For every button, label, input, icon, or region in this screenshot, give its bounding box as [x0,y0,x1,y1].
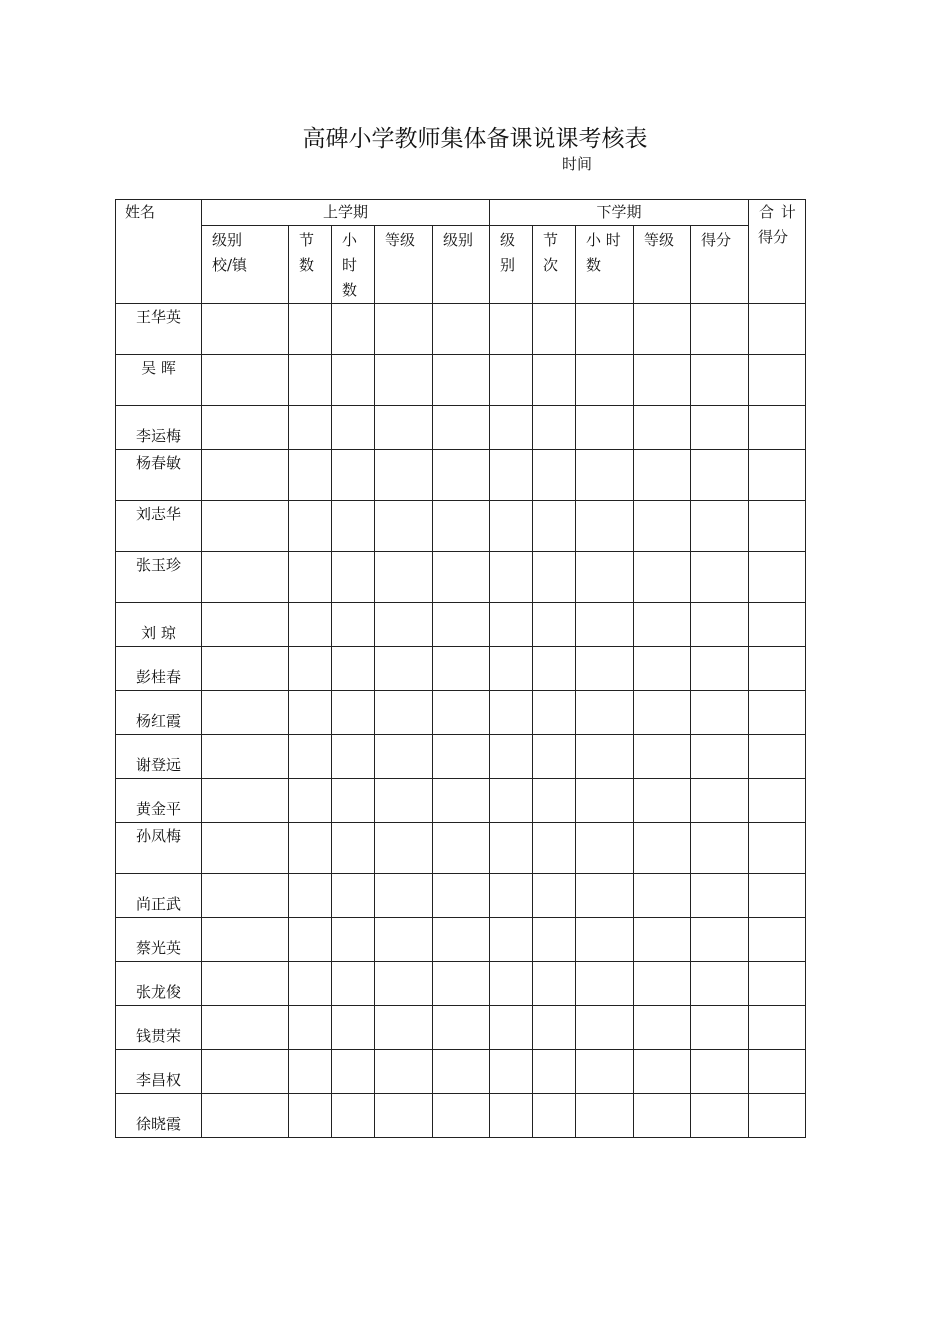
score-cell[interactable] [202,304,289,355]
teacher-name: 蔡光英 [116,918,202,962]
teacher-row [116,603,806,647]
score-cell[interactable] [202,918,289,962]
teacher-row [116,779,806,823]
score-cell[interactable] [749,1094,806,1138]
score-cell[interactable] [691,501,749,552]
teacher-row [116,691,806,735]
score-cell[interactable] [375,552,433,603]
teacher-row [116,1006,806,1050]
score-cell[interactable] [332,304,375,355]
score-cell[interactable] [490,735,533,779]
score-cell[interactable] [490,647,533,691]
score-cell[interactable] [691,603,749,647]
score-cell[interactable] [634,450,691,501]
score-cell[interactable] [332,450,375,501]
score-cell[interactable] [533,406,576,450]
score-cell[interactable] [749,406,806,450]
upper-column-header: 级别 [433,226,490,304]
score-cell[interactable] [289,501,332,552]
score-cell[interactable] [375,603,433,647]
score-cell[interactable] [332,1050,375,1094]
score-cell[interactable] [749,691,806,735]
score-cell[interactable] [332,406,375,450]
name-header: 姓名 [116,200,202,304]
score-cell[interactable] [375,1050,433,1094]
score-cell[interactable] [634,304,691,355]
score-cell[interactable] [576,962,634,1006]
teacher-name: 张玉珍 [116,552,202,603]
score-cell[interactable] [375,823,433,874]
score-cell[interactable] [576,501,634,552]
score-cell[interactable] [576,1050,634,1094]
score-cell[interactable] [375,647,433,691]
score-cell[interactable] [691,406,749,450]
score-cell[interactable] [490,450,533,501]
score-cell[interactable] [375,355,433,406]
score-cell[interactable] [749,552,806,603]
score-cell[interactable] [433,304,490,355]
score-cell[interactable] [433,552,490,603]
score-cell[interactable] [433,1094,490,1138]
teacher-row [116,735,806,779]
score-cell[interactable] [691,1094,749,1138]
upper-column-header: 节 数 [289,226,332,304]
score-cell[interactable] [332,552,375,603]
score-cell[interactable] [576,450,634,501]
score-cell[interactable] [332,918,375,962]
score-cell[interactable] [533,1006,576,1050]
score-cell[interactable] [691,874,749,918]
score-cell[interactable] [691,1006,749,1050]
teacher-name: 吴 晖 [116,355,202,406]
lower-column-header: 得分 [691,226,749,304]
score-cell[interactable] [634,355,691,406]
score-cell[interactable] [749,355,806,406]
score-cell[interactable] [576,603,634,647]
lower-term-header: 下学期 [490,200,749,226]
score-cell[interactable] [533,874,576,918]
upper-column-header: 等级 [375,226,433,304]
score-cell[interactable] [749,450,806,501]
score-cell[interactable] [490,406,533,450]
teacher-name: 尚正武 [116,874,202,918]
score-cell[interactable] [375,918,433,962]
teacher-row [116,874,806,918]
score-cell[interactable] [375,304,433,355]
score-cell[interactable] [332,647,375,691]
teacher-name: 张龙俊 [116,962,202,1006]
lower-column-header: 节 次 [533,226,576,304]
score-cell[interactable] [289,691,332,735]
score-cell[interactable] [691,779,749,823]
score-cell[interactable] [289,874,332,918]
score-cell[interactable] [375,962,433,1006]
score-cell[interactable] [332,691,375,735]
score-cell[interactable] [533,450,576,501]
score-cell[interactable] [202,603,289,647]
score-cell[interactable] [490,603,533,647]
score-cell[interactable] [634,918,691,962]
score-cell[interactable] [202,1050,289,1094]
score-cell[interactable] [202,501,289,552]
teacher-name: 徐晓霞 [116,1094,202,1138]
score-cell[interactable] [375,1006,433,1050]
score-cell[interactable] [691,355,749,406]
score-cell[interactable] [634,874,691,918]
teacher-name: 李昌权 [116,1050,202,1094]
score-cell[interactable] [533,779,576,823]
score-cell[interactable] [490,823,533,874]
score-cell[interactable] [634,406,691,450]
score-cell[interactable] [691,735,749,779]
score-cell[interactable] [289,304,332,355]
score-cell[interactable] [289,779,332,823]
teacher-name: 钱贯荣 [116,1006,202,1050]
score-cell[interactable] [576,647,634,691]
teacher-row [116,962,806,1006]
score-cell[interactable] [202,406,289,450]
score-cell[interactable] [691,962,749,1006]
teacher-row [116,501,806,552]
score-cell[interactable] [433,355,490,406]
total-score-header: 合 计 得分 [749,200,806,304]
score-cell[interactable] [533,1094,576,1138]
score-cell[interactable] [375,1094,433,1138]
score-cell[interactable] [433,1006,490,1050]
score-cell[interactable] [202,552,289,603]
score-cell[interactable] [289,918,332,962]
score-cell[interactable] [749,501,806,552]
teacher-name: 彭桂春 [116,647,202,691]
teacher-row [116,304,806,355]
score-cell[interactable] [202,779,289,823]
score-cell[interactable] [332,874,375,918]
score-cell[interactable] [375,735,433,779]
score-cell[interactable] [289,962,332,1006]
score-cell[interactable] [691,647,749,691]
score-cell[interactable] [576,918,634,962]
score-cell[interactable] [289,823,332,874]
score-cell[interactable] [490,501,533,552]
score-cell[interactable] [490,918,533,962]
score-cell[interactable] [332,501,375,552]
upper-column-header: 小 时 数 [332,226,375,304]
upper-term-header: 上学期 [202,200,490,226]
teacher-name: 杨春敏 [116,450,202,501]
score-cell[interactable] [375,691,433,735]
score-cell[interactable] [490,1006,533,1050]
teacher-name: 李运梅 [116,406,202,450]
score-cell[interactable] [490,304,533,355]
score-cell[interactable] [533,304,576,355]
score-cell[interactable] [576,779,634,823]
score-cell[interactable] [202,647,289,691]
score-cell[interactable] [289,450,332,501]
score-cell[interactable] [202,691,289,735]
score-cell[interactable] [375,406,433,450]
score-cell[interactable] [749,304,806,355]
score-cell[interactable] [433,823,490,874]
score-cell[interactable] [202,823,289,874]
score-cell[interactable] [576,552,634,603]
score-cell[interactable] [691,1050,749,1094]
score-cell[interactable] [533,823,576,874]
score-cell[interactable] [490,1050,533,1094]
lower-column-header: 级 别 [490,226,533,304]
score-cell[interactable] [691,304,749,355]
score-cell[interactable] [576,406,634,450]
score-cell[interactable] [533,501,576,552]
score-cell[interactable] [433,406,490,450]
teacher-row [116,647,806,691]
score-cell[interactable] [634,552,691,603]
score-cell[interactable] [533,355,576,406]
score-cell[interactable] [332,1094,375,1138]
score-cell[interactable] [433,647,490,691]
score-cell[interactable] [576,735,634,779]
score-cell[interactable] [202,1006,289,1050]
score-cell[interactable] [289,355,332,406]
header-row-terms [116,200,806,226]
score-cell[interactable] [533,962,576,1006]
score-cell[interactable] [289,1094,332,1138]
teacher-name: 黄金平 [116,779,202,823]
teacher-row [116,406,806,450]
score-cell[interactable] [375,501,433,552]
score-cell[interactable] [375,450,433,501]
score-cell[interactable] [433,691,490,735]
score-cell[interactable] [576,355,634,406]
teacher-row [116,552,806,603]
score-cell[interactable] [634,779,691,823]
score-cell[interactable] [691,450,749,501]
score-cell[interactable] [634,1006,691,1050]
time-label: 时间 [562,155,593,173]
score-cell[interactable] [202,450,289,501]
score-cell[interactable] [634,647,691,691]
document-title: 高碑小学教师集体备课说课考核表 [302,126,648,152]
score-cell[interactable] [202,355,289,406]
score-cell[interactable] [332,355,375,406]
score-cell[interactable] [749,962,806,1006]
lower-column-header: 等级 [634,226,691,304]
score-cell[interactable] [289,647,332,691]
score-cell[interactable] [691,552,749,603]
score-cell[interactable] [490,962,533,1006]
score-cell[interactable] [433,501,490,552]
score-cell[interactable] [749,874,806,918]
score-cell[interactable] [749,1050,806,1094]
score-cell[interactable] [576,1094,634,1138]
score-cell[interactable] [691,918,749,962]
score-cell[interactable] [749,823,806,874]
score-cell[interactable] [332,823,375,874]
score-cell[interactable] [576,304,634,355]
score-cell[interactable] [289,552,332,603]
score-cell[interactable] [289,1050,332,1094]
score-cell[interactable] [202,735,289,779]
score-cell[interactable] [490,779,533,823]
score-cell[interactable] [576,823,634,874]
score-cell[interactable] [433,603,490,647]
score-cell[interactable] [202,962,289,1006]
score-cell[interactable] [576,1006,634,1050]
teacher-row [116,823,806,874]
score-cell[interactable] [289,603,332,647]
score-cell[interactable] [202,874,289,918]
teacher-row [116,450,806,501]
score-cell[interactable] [433,735,490,779]
teacher-name: 刘 琼 [116,603,202,647]
score-cell[interactable] [533,552,576,603]
score-cell[interactable] [691,691,749,735]
score-cell[interactable] [332,735,375,779]
score-cell[interactable] [490,552,533,603]
score-cell[interactable] [332,603,375,647]
score-cell[interactable] [691,823,749,874]
score-cell[interactable] [533,918,576,962]
score-cell[interactable] [634,1050,691,1094]
score-cell[interactable] [433,918,490,962]
score-cell[interactable] [490,874,533,918]
teacher-row [116,355,806,406]
score-cell[interactable] [289,1006,332,1050]
teacher-name: 孙凤梅 [116,823,202,874]
score-cell[interactable] [433,450,490,501]
score-cell[interactable] [490,355,533,406]
score-cell[interactable] [375,874,433,918]
score-cell[interactable] [749,647,806,691]
score-cell[interactable] [433,962,490,1006]
score-cell[interactable] [490,691,533,735]
score-cell[interactable] [749,603,806,647]
score-cell[interactable] [433,1050,490,1094]
teacher-row [116,918,806,962]
teacher-name: 杨红霞 [116,691,202,735]
score-cell[interactable] [332,779,375,823]
score-cell[interactable] [289,735,332,779]
score-cell[interactable] [749,779,806,823]
score-cell[interactable] [533,735,576,779]
score-cell[interactable] [533,1050,576,1094]
score-cell[interactable] [634,962,691,1006]
score-cell[interactable] [433,874,490,918]
upper-column-header: 级别 校/镇 [202,226,289,304]
teacher-name: 刘志华 [116,501,202,552]
score-cell[interactable] [433,779,490,823]
score-cell[interactable] [289,406,332,450]
header-row-columns [116,226,806,304]
score-cell[interactable] [634,1094,691,1138]
score-cell[interactable] [749,1006,806,1050]
score-cell[interactable] [576,691,634,735]
score-cell[interactable] [332,962,375,1006]
score-cell[interactable] [749,735,806,779]
score-cell[interactable] [533,647,576,691]
score-cell[interactable] [749,918,806,962]
score-cell[interactable] [576,874,634,918]
teacher-name: 王华英 [116,304,202,355]
score-cell[interactable] [533,691,576,735]
assessment-table [115,199,806,1138]
lower-column-header: 小 时 数 [576,226,634,304]
score-cell[interactable] [202,1094,289,1138]
score-cell[interactable] [375,779,433,823]
teacher-row [116,1050,806,1094]
score-cell[interactable] [634,603,691,647]
score-cell[interactable] [634,823,691,874]
score-cell[interactable] [490,1094,533,1138]
score-cell[interactable] [332,1006,375,1050]
score-cell[interactable] [634,691,691,735]
score-cell[interactable] [533,603,576,647]
teacher-name: 谢登远 [116,735,202,779]
score-cell[interactable] [634,501,691,552]
teacher-row [116,1094,806,1138]
score-cell[interactable] [634,735,691,779]
